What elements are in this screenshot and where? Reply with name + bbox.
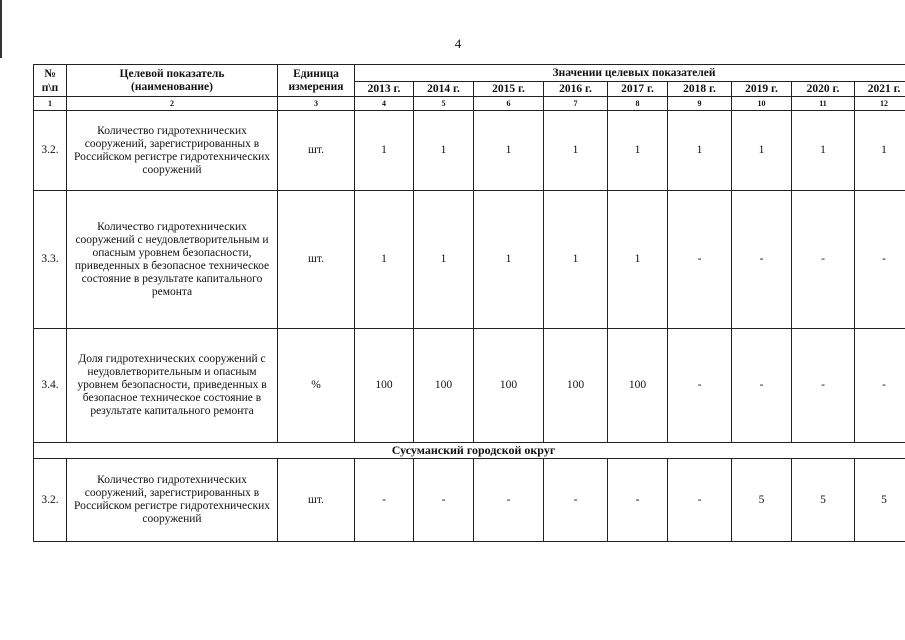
row-value: 5 <box>792 459 855 542</box>
row-value: 1 <box>474 191 544 329</box>
row-unit: шт. <box>278 459 355 542</box>
row-value: 1 <box>732 111 792 191</box>
row-value: 5 <box>732 459 792 542</box>
header-values-group: Значении целевых показателей <box>355 65 905 82</box>
row-num: 3.2. <box>34 111 67 191</box>
header-year: 2019 г. <box>732 82 792 97</box>
row-indicator-name: Доля гидротехнических сооружений с неудовлетворительным и опасным уровнем безопасности, приведенных в безопасное техническое состояние в результате капитального ремонта <box>67 329 278 443</box>
row-num: 3.3. <box>34 191 67 329</box>
header-year: 2015 г. <box>474 82 544 97</box>
header-year: 2018 г. <box>668 82 732 97</box>
row-value: 100 <box>474 329 544 443</box>
header-name: Целевой показатель (наименование) <box>67 65 278 97</box>
column-index: 5 <box>414 97 474 111</box>
column-index: 1 <box>34 97 67 111</box>
column-index: 6 <box>474 97 544 111</box>
table-row <box>34 329 905 443</box>
row-value: - <box>792 329 855 443</box>
column-index: 3 <box>278 97 355 111</box>
row-value: 100 <box>608 329 668 443</box>
header-year: 2017 г. <box>608 82 668 97</box>
row-value: - <box>732 329 792 443</box>
row-value: 1 <box>355 191 414 329</box>
row-value: 100 <box>414 329 474 443</box>
row-value: 1 <box>544 191 608 329</box>
section-title: Сусуманский городской округ <box>34 443 905 459</box>
row-indicator-name: Количество гидротехнических сооружений с неудовлетворительным и опасным уровнем безопасности, приведенных в безопасное техническое состояние в результате капитального ремонта <box>67 191 278 329</box>
row-num: 3.2. <box>34 459 67 542</box>
column-index-row <box>34 97 905 111</box>
page-edge-mark <box>0 0 2 58</box>
section-row <box>34 443 905 459</box>
row-value: - <box>608 459 668 542</box>
row-unit: шт. <box>278 111 355 191</box>
row-num: 3.4. <box>34 329 67 443</box>
header-year: 2014 г. <box>414 82 474 97</box>
header-year: 2016 г. <box>544 82 608 97</box>
row-value: 1 <box>792 111 855 191</box>
target-indicators-table <box>33 64 905 542</box>
row-value: 1 <box>608 111 668 191</box>
column-index: 11 <box>792 97 855 111</box>
row-value: - <box>792 191 855 329</box>
column-index: 2 <box>67 97 278 111</box>
row-value: 1 <box>414 111 474 191</box>
row-value: - <box>855 191 905 329</box>
row-value: - <box>474 459 544 542</box>
header-year: 2020 г. <box>792 82 855 97</box>
column-index: 7 <box>544 97 608 111</box>
row-value: 1 <box>544 111 608 191</box>
row-value: 1 <box>855 111 905 191</box>
column-index: 9 <box>668 97 732 111</box>
row-value: - <box>668 329 732 443</box>
row-value: - <box>355 459 414 542</box>
row-value: - <box>855 329 905 443</box>
row-value: - <box>668 459 732 542</box>
column-index: 10 <box>732 97 792 111</box>
row-indicator-name: Количество гидротехнических сооружений, зарегистрированных в Российском регистре гидротехнических сооружений <box>67 111 278 191</box>
row-unit: шт. <box>278 191 355 329</box>
row-value: 100 <box>355 329 414 443</box>
column-index: 4 <box>355 97 414 111</box>
row-value: 1 <box>474 111 544 191</box>
header-year: 2013 г. <box>355 82 414 97</box>
row-value: 100 <box>544 329 608 443</box>
header-unit: Единица измерения <box>278 65 355 97</box>
page-number: 4 <box>454 36 462 51</box>
header-num: № п\п <box>34 65 67 97</box>
row-value: - <box>668 191 732 329</box>
table-row <box>34 191 905 329</box>
table-row <box>34 111 905 191</box>
row-value: 1 <box>608 191 668 329</box>
row-value: 1 <box>668 111 732 191</box>
row-value: - <box>732 191 792 329</box>
header-year: 2021 г. <box>855 82 905 97</box>
row-unit: % <box>278 329 355 443</box>
column-index: 12 <box>855 97 905 111</box>
row-value: - <box>414 459 474 542</box>
row-value: 5 <box>855 459 905 542</box>
row-indicator-name: Количество гидротехнических сооружений, зарегистрированных в Российском регистре гидротехнических сооружений <box>67 459 278 542</box>
column-index: 8 <box>608 97 668 111</box>
row-value: 1 <box>414 191 474 329</box>
row-value: 1 <box>355 111 414 191</box>
row-value: - <box>544 459 608 542</box>
table-row <box>34 459 905 542</box>
